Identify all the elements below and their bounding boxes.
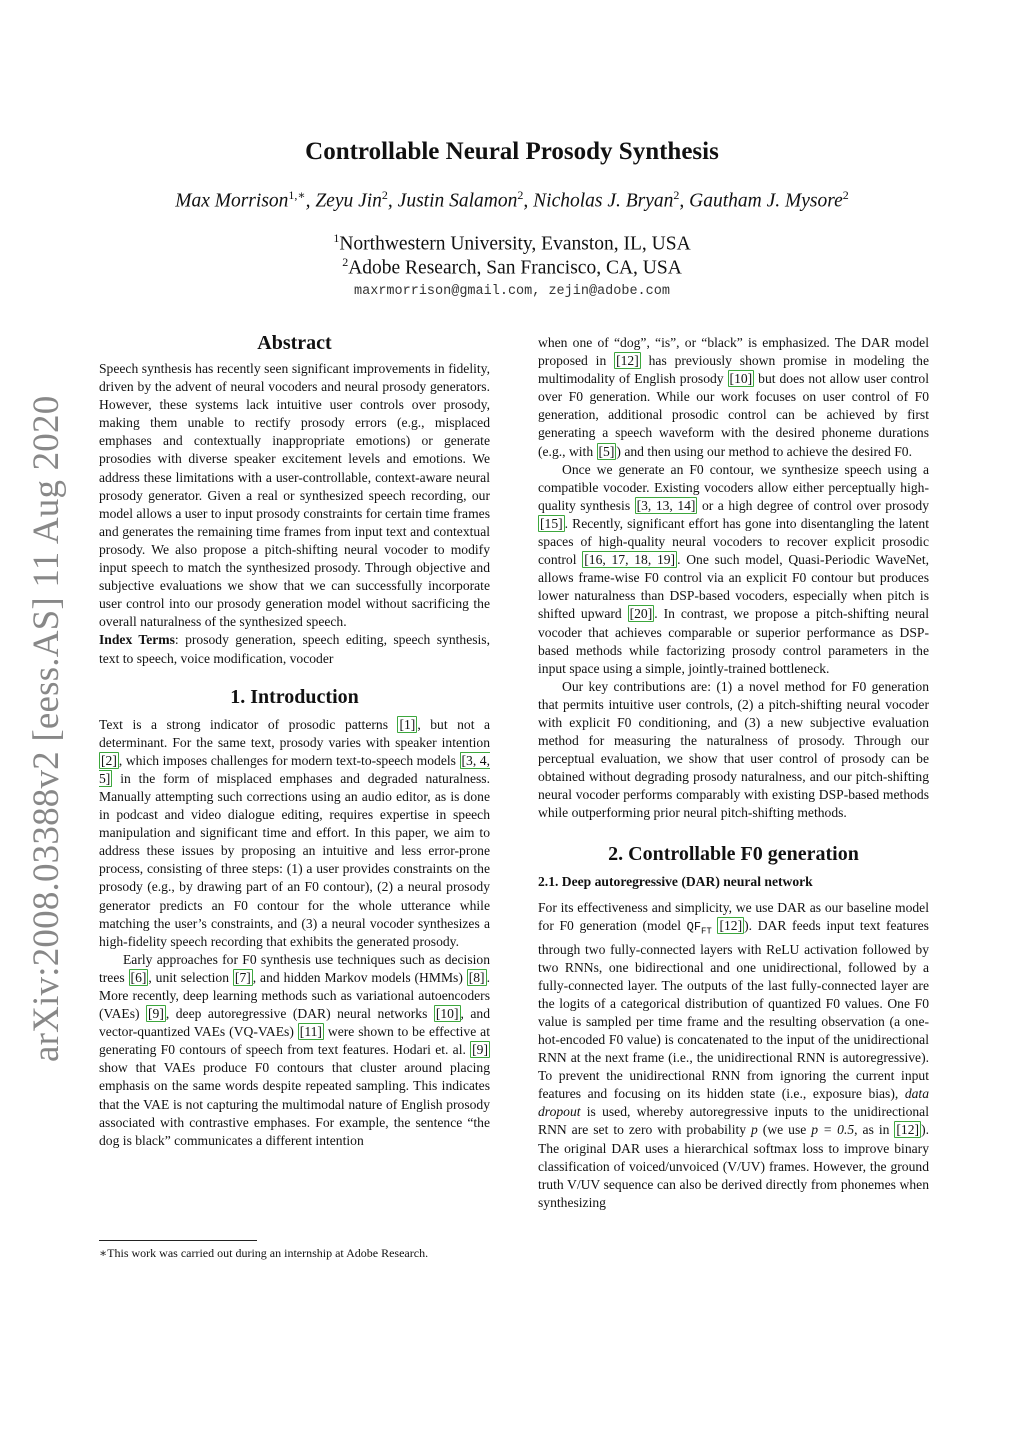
index-terms-label: Index Terms: [99, 632, 175, 648]
citation-link[interactable]: [9]: [148, 1006, 164, 1022]
right-paragraph-4: For its effectiveness and simplicity, we use DAR as our baseline model for F0 generation (model $QF_{FT}$ [12] ). DAR feeds input text features through two fully-connected layers with ReLU activation followed by two RNNs, one bidirectional and one unidirectional, followed by a fully-connected layer. The outputs of the last fully-connected layer are the logits of a categorical distribution of quantized F0 values. One F0 value is sampled per time frame and the resulting observation (a one-hot-encoded F0 value) is concatenated to the input of the unidirectional RNN at the next frame (i.e., the unidirectional RNN is autoregressive). To prevent the unidirectional RNN from ignoring the current input features and focusing on its hidden state (i.e., exposure bias), data dropout is used, whereby autoregressive inputs to the unidirectional RNN are set to zero with probability p (we use p = 0.5, as in [12] ). The original DAR uses a hierarchical softmax loss to improve binary classification of voiced/unvoiced (V/UV) frames. However, the ground truth V/UV sequence can also be derived directly from phonemes when synthesizing: [538, 899, 929, 1210]
index-terms-text: : prosody generation, speech editing, speech synthesis, text to speech, voice modification, vocoder: [99, 632, 490, 666]
model-name: QF: [686, 919, 702, 934]
right-column: [538, 334, 929, 1212]
abstract-text: Speech synthesis has recently seen significant improvements in fidelity, driven by the advent of neural vocoders and neural prosody generators. However, these systems lack intuitive user controls over prosody, making them unable to rectify prosody errors (e.g., misplaced emphases and contextually inappropriate emotions) or generate prosodies with diverse speaker excitement levels and emotions. We address these limitations with a user-controllable, context-aware neural prosody generator. Given a real or synthesized speech recording, our model allows a user to input prosody constraints for certain time frames and generates the remaining time frames from input text and contextual prosody. We also propose a pitch-shifting neural vocoder to modify input speech to match the synthesized prosody. Through objective and subjective evaluations we show that we can successfully incorporate user control into our prosody generation model without sacrificing the overall naturalness of the synthesized speech.: [99, 361, 490, 630]
abstract-heading: Abstract: [257, 332, 332, 354]
right-paragraph-2: Once we generate an F0 contour, we synthesize speech using a compatible vocoder. Existing vocoders allow either perceptually high-quality synthesis [3, 13, 14] or a high degree of control over prosody [15] . Recently, significant effort has gone into disentangling the latent spaces of high-quality neural vocoders to recover explicit prosodic control [16, 17, 18, 19] . One such model, Quasi-Periodic WaveNet, allows frame-wise F0 control via an explicit F0 contour but produces lower naturalness than DSP-based vocoders, especially when pitch is shifted upward [20] . In contrast, we propose a pitch-shifting neural vocoder that achieves comparable or superior performance as DSP-based methods while factorizing prosody control parameters in the input space using a simple, jointly-trained bottleneck.: [538, 461, 930, 676]
affil-text: Adobe Research, San Francisco, CA, USA: [348, 257, 682, 279]
section-1-heading: 1. Introduction: [230, 685, 359, 708]
model-subscript: FT: [701, 926, 712, 937]
term-emphasis: data dropout: [538, 1086, 929, 1120]
intro-paragraph-2: Early approaches for F0 synthesis use techniques such as decision trees [6] , unit selection [7] , and hidden Markov models (HMMs) [8] . More recently, deep learning methods such as variational autoencoders (VAEs) [9] , deep autoregressive (DAR) neural networks [10] , and vector-quantized VAEs (VQ-VAEs) [11] were shown to be effective at generating F0 contours of speech from text features. Hodari et. al. [9] show that VAEs produce F0 contours that cluster around placing emphasis on the same words despite repeated sampling. This indicates that the VAE is not capturing the multimodal nature of English prosody associated with contrastive emphases. For example, the sentence “the dog is black” communicates a different intention: [99, 951, 490, 1148]
citation-link[interactable]: [15]: [540, 515, 563, 531]
affil-mark: 2: [342, 255, 349, 269]
citation-link[interactable]: [2]: [101, 752, 117, 768]
author-name: Gautham J. Mysore: [689, 190, 843, 212]
author-list: Max Morrison$^{1,∗}$, Zeyu Jin$^2$, Justin Salamon$^2$, Nicholas J. Bryan$^2$, Gautham J. Mysore$^2$: [175, 188, 849, 212]
math-variable: p: [751, 1122, 758, 1138]
citation-link[interactable]: [10]: [435, 1006, 459, 1022]
right-paragraph-1: when one of “dog”, “is”, or “black” is emphasized. The DAR model proposed in [12] has previously shown promise in modeling the multimodality of English prosody [10] but does not allow user control over F0 generation. While our work focuses on user control of F0 generation, additional prosodic control can be achieved by first generating a speech waveform with the desired phoneme durations (e.g., with [5] ) and then using our method to achieve the desired F0.: [538, 335, 929, 459]
subsection-2-1-heading: 2.1. Deep autoregressive (DAR) neural network: [538, 873, 813, 889]
footnote: ∗This work was carried out during an internship at Adobe Research.: [99, 1246, 429, 1260]
left-column: [99, 330, 490, 1150]
math-equation: p = 0.5: [811, 1122, 855, 1138]
author-name: Nicholas J. Bryan: [533, 190, 674, 212]
author-name: Zeyu Jin: [315, 190, 382, 212]
citation-link[interactable]: [9]: [472, 1042, 488, 1058]
author-affil-mark: 2: [381, 188, 388, 202]
citation-link[interactable]: [6]: [130, 969, 147, 985]
citation-link[interactable]: [7]: [234, 969, 251, 985]
affil-text: Northwestern University, Evanston, IL, USA: [339, 233, 691, 255]
arxiv-identifier: arXiv:2008.03388v2 [eess.AS] 11 Aug 2020: [26, 395, 67, 1062]
affiliation-2: [0, 255, 1024, 280]
affiliation-1: [0, 231, 1024, 256]
intro-paragraph-1: Text is a strong indicator of prosodic patterns [1] , but not a determinant. For the same text, prosody varies with speaker intention [2] , which imposes challenges for modern text-to-speech models [3, 4, 5] in the form of misplaced emphases and degraded naturalness. Manually attempting such corrections using an audio editor, as is done in podcast and video dialogue editing, requires expertise in speech manipulation and significant time and effort. In this paper, we aim to address these issues by proposing an intuitive and less error-prone process, consisting of three steps: (1) a user provides constraints on the prosody (e.g., by drawing part of an F0 contour), (2) a neural prosody generator predicts an F0 contour for the whole utterance while matching the user’s constraints, and (3) a neural vocoder synthesizes a high-fidelity speech recording that exhibits the generated prosody.: [99, 716, 490, 949]
author-emails[interactable]: maxrmorrison@gmail.com, zejin@adobe.com: [354, 284, 670, 299]
citation-link[interactable]: [1]: [399, 716, 416, 732]
author-affil-mark: 2: [517, 188, 524, 202]
citation-link[interactable]: [12]: [616, 353, 639, 369]
author-name: Justin Salamon: [397, 190, 518, 212]
author-affil-mark: 1,∗: [288, 188, 306, 202]
citation-link[interactable]: [12]: [896, 1122, 920, 1138]
citation-link[interactable]: [3, 4, 5]: [99, 752, 490, 786]
citation-link[interactable]: [16, 17, 18, 19]: [584, 552, 676, 568]
paper-title: Controllable Neural Prosody Synthesis: [305, 138, 719, 165]
author-affil-mark: 2: [673, 188, 680, 202]
right-paragraph-3: Our key contributions are: (1) a novel method for F0 generation that permits intuitive user controls, (2) a pitch-shifting neural vocoder with explicit F0 conditioning, and (3) a new subjective evaluation method for measuring the naturalness of prosody. Through our perceptual evaluation, we show that user control of prosody can be obtained without degrading prosody naturalness, and our pitch-shifting neural vocoder performs comparably with existing DSP-based methods while outperforming prior neural pitch-shifting methods.: [538, 678, 929, 821]
citation-link[interactable]: [12]: [719, 917, 743, 933]
footnote-rule: [99, 1240, 257, 1241]
author-name: Max Morrison: [175, 190, 289, 212]
citation-link[interactable]: [8]: [468, 969, 485, 985]
author-affil-mark: 2: [842, 188, 849, 202]
citation-link[interactable]: [3, 13, 14]: [636, 497, 696, 513]
citation-link[interactable]: [20]: [629, 606, 653, 622]
citation-link[interactable]: [5]: [598, 443, 615, 459]
citation-link[interactable]: [10]: [729, 371, 753, 387]
index-terms: [99, 631, 490, 667]
section-2-heading: 2. Controllable F0 generation: [608, 842, 859, 865]
affil-mark: 1: [333, 231, 340, 245]
citation-link[interactable]: [11]: [299, 1024, 322, 1040]
